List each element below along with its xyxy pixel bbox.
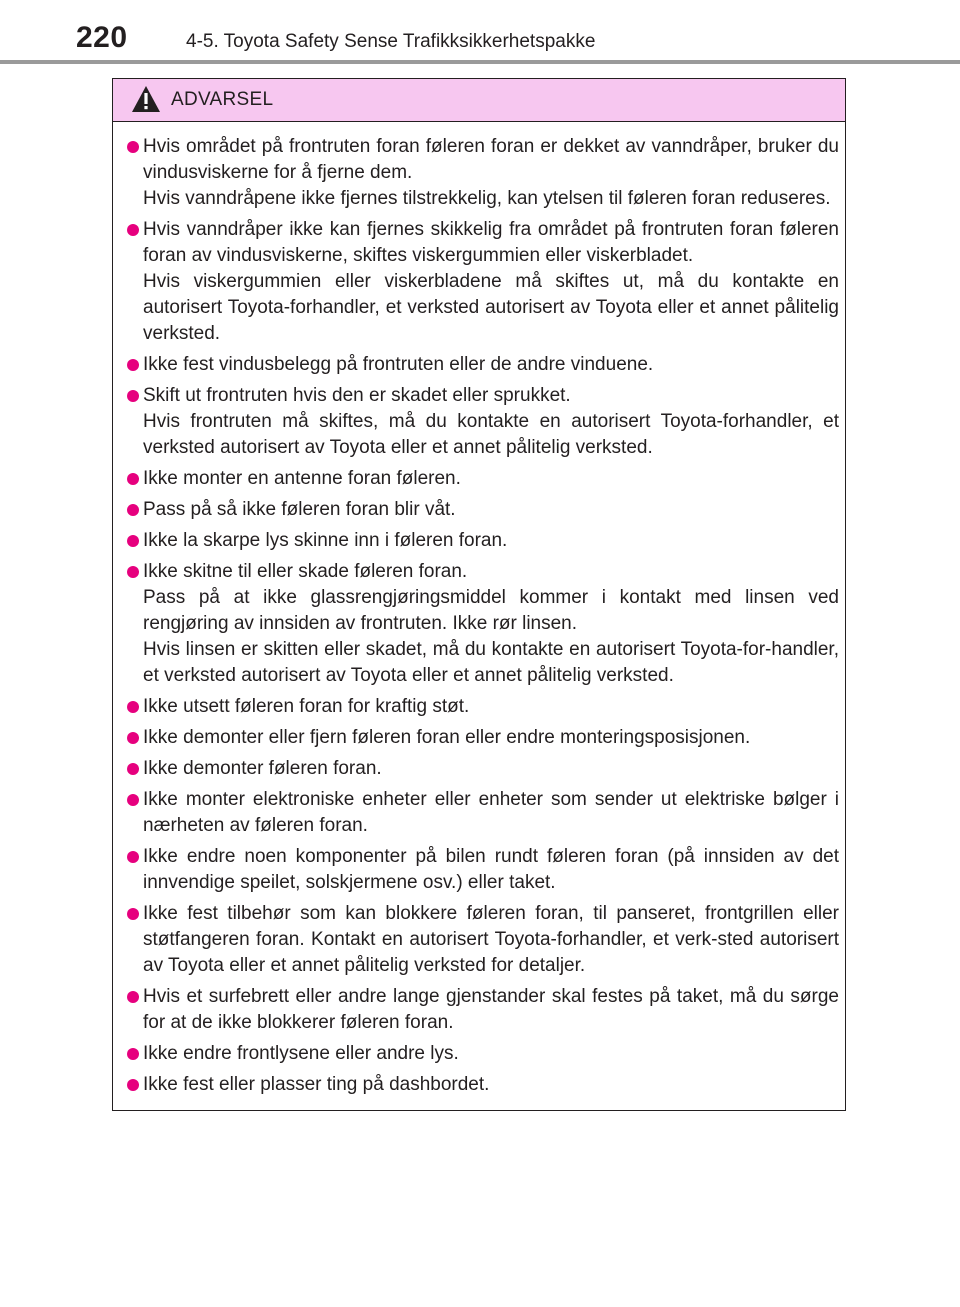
bullet-icon	[127, 732, 139, 744]
warning-text: Hvis et surfebrett eller andre lange gjenstander skal festes på taket, må du sørge for at de ikke blokkerer føleren foran.	[143, 986, 839, 1033]
warning-item	[127, 383, 839, 461]
warning-item	[127, 559, 839, 689]
bullet-icon	[127, 473, 139, 485]
warning-item	[127, 756, 839, 782]
warning-item	[127, 134, 839, 212]
warning-text: Ikke fest vindusbelegg på frontruten eller de andre vinduene.	[143, 354, 654, 375]
warning-item	[127, 901, 839, 979]
warning-title: ADVARSEL	[171, 89, 274, 110]
page-number: 220	[76, 21, 128, 54]
warning-text: Pass på så ikke føleren foran blir våt.	[143, 499, 456, 520]
warning-text: Ikke la skarpe lys skinne inn i føleren foran.	[143, 530, 508, 551]
bullet-icon	[127, 851, 139, 863]
warning-item	[127, 497, 839, 523]
warning-text: Hvis viskergummien eller viskerbladene må skiftes ut, må du kontakte en autorisert Toyota-forhandler, et verksted autorisert av Toyota eller et annet pålitelig verksted.	[143, 271, 839, 344]
warning-item	[127, 1072, 839, 1098]
section-title: 4-5. Toyota Safety Sense Trafikksikkerhetspakke	[186, 31, 596, 52]
warning-header	[113, 79, 845, 122]
bullet-icon	[127, 535, 139, 547]
bullet-icon	[127, 566, 139, 578]
bullet-icon	[127, 359, 139, 371]
bullet-icon	[127, 763, 139, 775]
bullet-icon	[127, 991, 139, 1003]
bullet-icon	[127, 390, 139, 402]
warning-item	[127, 1041, 839, 1067]
warning-text: Ikke utsett føleren foran for kraftig støt.	[143, 696, 470, 717]
warning-text: Ikke fest tilbehør som kan blokkere føleren foran, til panseret, frontgrillen eller støtfangeren foran. Kontakt en autorisert Toyota-forhandler, et verk-sted autorisert av Toyota eller et annet pålitelig verksted for detaljer.	[143, 903, 839, 976]
warning-text: Ikke skitne til eller skade føleren foran.	[143, 561, 468, 582]
bullet-icon	[127, 141, 139, 153]
warning-item	[127, 352, 839, 378]
bullet-icon	[127, 794, 139, 806]
warning-text: Hvis linsen er skitten eller skadet, må du kontakte en autorisert Toyota-for-handler, et verksted autorisert av Toyota eller et annet pålitelig verksted.	[143, 639, 839, 686]
warning-text: Ikke monter elektroniske enheter eller enheter som sender ut elektriske bølger i nærheten av føleren foran.	[143, 789, 839, 836]
warning-item	[127, 725, 839, 751]
warning-text: Pass på at ikke glassrengjøringsmiddel kommer i kontakt med linsen ved rengjøring av innsiden av frontruten. Ikke rør linsen.	[143, 587, 839, 634]
bullet-icon	[127, 1079, 139, 1091]
warning-text: Ikke demonter eller fjern føleren foran eller endre monteringsposisjonen.	[143, 727, 751, 748]
warning-item	[127, 787, 839, 839]
warning-text: Ikke endre noen komponenter på bilen rundt føleren foran (på innsiden av det innvendige speilet, solskjermene osv.) eller taket.	[143, 846, 839, 893]
warning-triangle-icon	[131, 85, 161, 113]
warning-box	[112, 78, 846, 1111]
warning-item	[127, 984, 839, 1036]
warning-text: Hvis vanndråper ikke kan fjernes skikkelig fra området på frontruten foran føleren foran av vindusviskerne, skiftes viskergummien eller viskerbladet.	[143, 219, 839, 266]
warning-item	[127, 217, 839, 347]
warning-text: Ikke fest eller plasser ting på dashbordet.	[143, 1074, 490, 1095]
warning-item	[127, 844, 839, 896]
bullet-icon	[127, 908, 139, 920]
warning-text: Ikke endre frontlysene eller andre lys.	[143, 1043, 459, 1064]
bullet-icon	[127, 701, 139, 713]
warning-text: Ikke demonter føleren foran.	[143, 758, 382, 779]
bullet-icon	[127, 224, 139, 236]
bullet-icon	[127, 1048, 139, 1060]
warning-item	[127, 694, 839, 720]
warning-item	[127, 528, 839, 554]
bullet-icon	[127, 504, 139, 516]
warning-text: Hvis frontruten må skiftes, må du kontakte en autorisert Toyota-forhandler, et verksted autorisert av Toyota eller et annet pålitelig verksted.	[143, 411, 839, 458]
header-divider	[0, 60, 960, 64]
warning-text: Hvis vanndråpene ikke fjernes tilstrekkelig, kan ytelsen til føleren foran reduseres.	[143, 188, 831, 209]
warning-text: Hvis området på frontruten foran føleren foran er dekket av vanndråper, bruker du vindusviskerne for å fjerne dem.	[143, 136, 839, 183]
warning-item	[127, 466, 839, 492]
warning-text: Skift ut frontruten hvis den er skadet eller sprukket.	[143, 385, 571, 406]
page-header	[0, 0, 960, 64]
warning-list	[127, 134, 839, 1103]
warning-text: Ikke monter en antenne foran føleren.	[143, 468, 461, 489]
